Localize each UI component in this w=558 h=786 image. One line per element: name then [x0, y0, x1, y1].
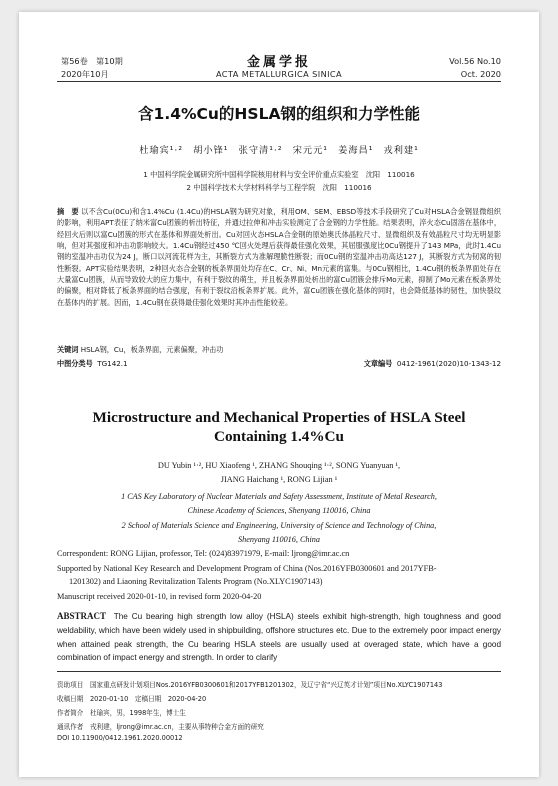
- affiliation-en-1: 1 CAS Key Laboratory of Nuclear Materials and Safety Assessment, Institute of Metal Research,: [121, 492, 437, 501]
- journal-logo-cn: 金属学报: [246, 55, 311, 70]
- affiliation-cn-2: 2 中国科学技术大学材料科学与工程学院 沈阳 110016: [186, 183, 372, 192]
- header-rule: [57, 81, 501, 82]
- keywords-cn-text: HSLA钢，Cu，板条界面，元素偏聚，冲击功: [80, 345, 224, 354]
- authors-en-line1: DU Yubin ¹·², HU Xiaofeng ¹, ZHANG Shouqing ¹·², SONG Yuanyuan ¹,: [157, 461, 401, 470]
- correspondent: Correspondent: RONG Lijian, professor, Tel: (024)83971979, E-mail: ljrong@imr.ac.cn: [57, 549, 350, 558]
- footnote-author: 作者简介 杜瑜宾，男，1998年生，博士生: [57, 709, 186, 717]
- affiliation-en-1b: Chinese Academy of Sciences, Shenyang 110016, China: [187, 506, 371, 515]
- abstract-en: [57, 610, 501, 665]
- footnote-doi: DOI 10.11900/0412.1961.2020.00012: [57, 734, 183, 742]
- clc-value: TG142.1: [97, 359, 128, 368]
- keywords-cn: [57, 344, 501, 355]
- abstract-en-text: The Cu bearing high strength low alloy (HSLA) steels exhibit high-strength, high toughness and good weldability, which have been widely used in shipbuilding, offshore structures etc. Due to the extremely poor impact energy when attained peak strength, the Cu bearing HSLA steels are usually used at overaged state, which have a good combination of impact energy and strength. In order to clarify: [57, 612, 501, 663]
- abstract-cn-label: 摘 要: [57, 207, 79, 216]
- paper-page: [19, 12, 539, 777]
- footnote-correspondent: 通讯作者 戎利建，ljrong@imr.ac.cn，主要从事特种合金方面的研究: [57, 723, 264, 731]
- article-label: 文章编号: [363, 359, 393, 368]
- abstract-cn: [57, 206, 501, 308]
- vol-no-en: Vol.56 No.10: [449, 56, 501, 66]
- issue-date: 2020年10月: [61, 69, 109, 79]
- affiliation-cn-1: 1 中国科学院金属研究所中国科学院核用材料与安全评价重点实验室 沈阳 110016: [143, 170, 415, 179]
- journal-name-en: ACTA METALLURGICA SINICA: [215, 69, 343, 79]
- abstract-cn-text: 以不含Cu(0Cu)和含1.4%Cu (1.4Cu)的HSLA钢为研究对象，利用OM、SEM、EBSD等技术手段研究了Cu对HSLA合金钢显微组织的影响，利用APT表征了纳米富Cu团簇的析出特征，并通过拉伸和冲击实验测定了合金钢的力学性能。结果表明，淬火态Cu固溶在基体中，经回火后则以富Cu团簇的形式在基体和界面处析出。Cu对回火态HSLA合金钢的原始奥氏体晶粒尺寸、显微组织及有效晶粒尺寸均无明显影响，但对其强度和冲击功影响较大。1.4Cu钢经过450 ℃回火处理后获得最佳强化效果，其屈服强度比0Cu钢提升了143 MPa，此时1.4Cu钢的室温冲击功仅为24 J，断口以河流花样为主，其断裂方式为准解理脆性断裂；而0Cu钢的室温冲击功高达127 J，其断裂方式为韧窝的韧性断裂。APT实验结果表明，2种回火态合金钢的板条界面处均存在C、Cr、Ni、Mn元素的富集。与0Cu钢相比，1.4Cu钢的板条界面处存在大量富Cu团簇，从而导致较大的应力集中，有利于裂纹的萌生，并且板条界面处析出的富Cu团簇会排斥Mo元素，抑制了Mo元素在板条界处的偏聚，相对降低了板条界面的结合强度，有利于裂纹沿板条界扩展。此外，富Cu团簇在强化基体的同时，也会降低基体的韧性，加快裂纹在基体内的扩展。因而，1.4Cu钢在获得最佳强化效果时其冲击性能较差。: [57, 207, 501, 307]
- abstract-en-label: ABSTRACT: [57, 611, 107, 621]
- supported-by-line2: 1201302) and Liaoning Revitalization Talents Program (No.XLYC1907143): [69, 577, 323, 586]
- article-value: 0412-1961(2020)10-1343-12: [396, 359, 501, 368]
- manuscript-dates: Manuscript received 2020-01-10, in revised form 2020-04-20: [57, 592, 262, 601]
- supported-by-line1: Supported by National Key Research and Development Program of China (Nos.2016YFB0300601 and 2017YFB-: [57, 564, 437, 573]
- article-number: [364, 359, 501, 369]
- footnote-rule: [57, 671, 501, 672]
- clc-label: 中图分类号: [57, 359, 93, 368]
- title-cn: 含1.4%Cu的HSLA钢的组织和力学性能: [138, 105, 420, 123]
- title-en-line2: Containing 1.4%Cu: [214, 428, 344, 445]
- footnote-received: 收稿日期 2020-01-10 定稿日期 2020-04-20: [57, 695, 207, 703]
- authors-en-line2: JIANG Haichang ¹, RONG Lijian ¹: [220, 475, 338, 484]
- volume-issue: 第56卷 第10期: [61, 56, 123, 66]
- authors-cn: 杜瑜宾¹·² 胡小锋¹ 张守清¹·² 宋元元¹ 姜海昌¹ 戎利建¹: [139, 145, 419, 156]
- title-en-line1: Microstructure and Mechanical Properties of HSLA Steel: [92, 409, 466, 426]
- keywords-cn-label: 关键词: [57, 345, 79, 354]
- clc-number: [57, 359, 128, 369]
- affiliation-en-2b: Shenyang 110016, China: [238, 535, 320, 544]
- affiliation-en-2: 2 School of Materials Science and Engineering, University of Science and Technology of China,: [121, 521, 437, 530]
- footnote-funding: 资助项目 国家重点研发计划项目Nos.2016YFB0300601和2017YFB1201302，及辽宁省“兴辽英才计划”项目No.XLYC1907143: [57, 681, 443, 689]
- date-en: Oct. 2020: [460, 69, 501, 79]
